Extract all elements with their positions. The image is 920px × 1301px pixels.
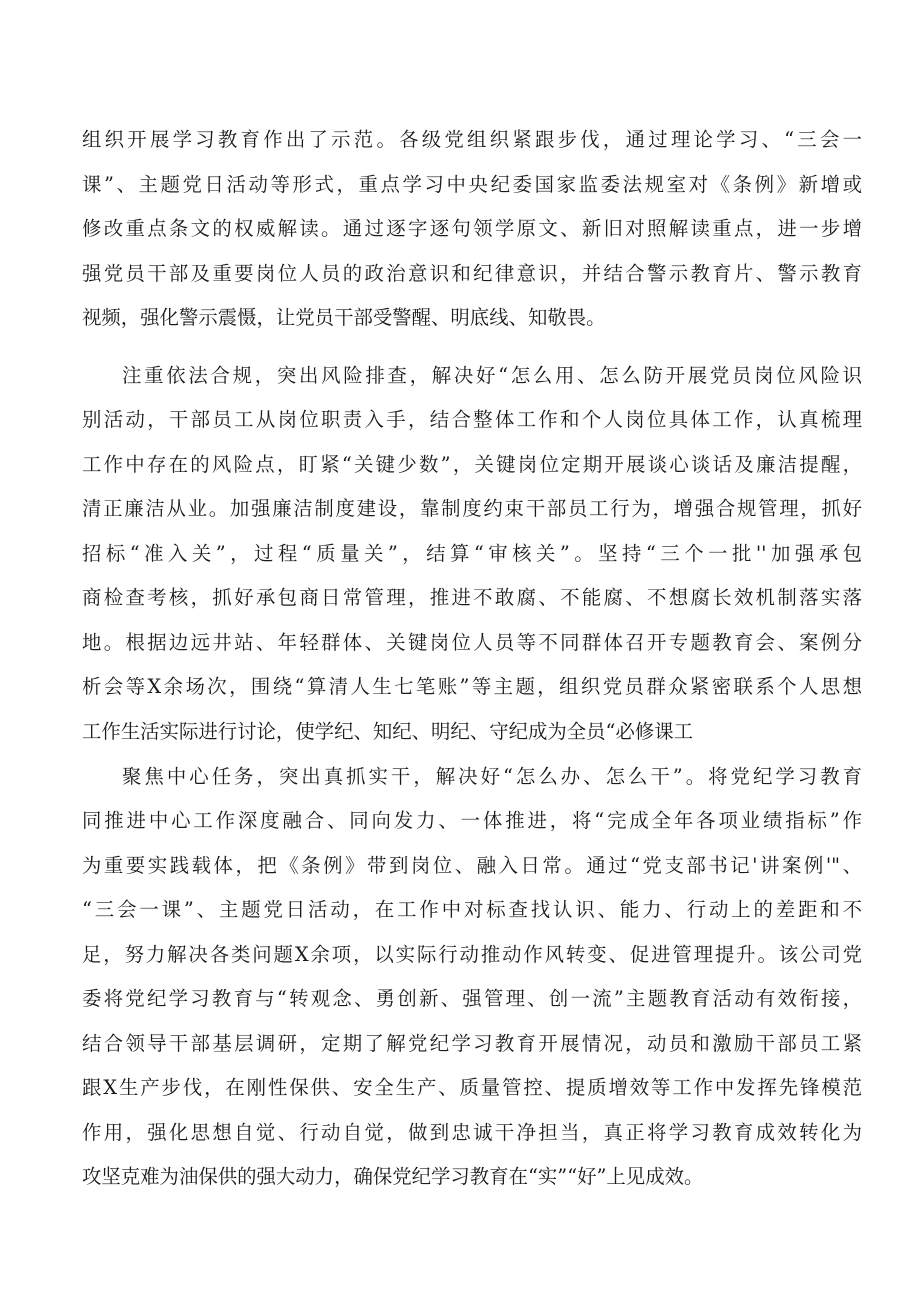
text-line: 析会等X余场次，围绕“算清人生七笔账”等主题，组织党员群众紧密联系个人思想: [82, 675, 862, 698]
text-line: 商检查考核，抓好承包商日常管理，推进不敢腐、不能腐、不想腐长效机制落实落: [82, 586, 862, 609]
text-line: 跟X生产步伐，在刚性保供、安全生产、质量管控、提质增效等工作中发挥先锋模范: [82, 1076, 862, 1099]
text-line: 组织开展学习教育作出了示范。各级党组织紧跟步伐，通过理论学习、“三会一: [82, 128, 862, 151]
text-line: 清正廉洁从业。加强廉洁制度建设，靠制度约束干部员工行为，增强合规管理，抓好: [82, 497, 862, 520]
text-line: 招标“准入关”，过程“质量关”，结算“审核关”。坚持“三个一批''加强承包: [82, 542, 862, 565]
text-line: 足，努力解决各类问题X余项，以实际行动推动作风转变、促进管理提升。该公司党: [82, 943, 862, 966]
text-line: 为重要实践载体，把《条例》带到岗位、融入日常。通过“党支部书记'讲案例'"、: [82, 854, 862, 877]
text-line: “三会一课”、主题党日活动，在工作中对标查找认识、能力、行动上的差距和不: [82, 898, 862, 921]
text-line: 别活动，干部员工从岗位职责入手，结合整体工作和个人岗位具体工作，认真梳理: [82, 408, 862, 431]
text-line: 结合领导干部基层调研，定期了解党纪学习教育开展情况，动员和激励干部员工紧: [82, 1032, 862, 1055]
text-line: 作用，强化思想自觉、行动自觉，做到忠诚干净担当，真正将学习教育成效转化为: [82, 1121, 862, 1144]
text-line: 攻坚克难为油保供的强大动力，确保党纪学习教育在“实”“好”上见成效。: [82, 1165, 704, 1188]
text-line: 工作生活实际进行讨论，使学纪、知纪、明纪、守纪成为全员“必修课工: [82, 720, 694, 743]
text-line: 同推进中心工作深度融合、同向发力、一体推进，将“完成全年各项业绩指标”作: [82, 809, 862, 832]
text-line: 修改重点条文的权威解读。通过逐字逐句领学原文、新旧对照解读重点，进一步增: [82, 217, 862, 240]
text-line: 工作中存在的风险点，盯紧“关键少数”，关键岗位定期开展谈心谈话及廉洁提醒，: [82, 453, 862, 476]
text-line: 地。根据边远井站、年轻群体、关键岗位人员等不同群体召开专题教育会、案例分: [82, 631, 862, 654]
text-line: 视频，强化警示震慑，让党员干部受警醒、明底线、知敬畏。: [82, 306, 606, 329]
text-line: 委将党纪学习教育与“转观念、勇创新、强管理、创一流”主题教育活动有效衔接，: [82, 987, 862, 1010]
text-line: 强党员干部及重要岗位人员的政治意识和纪律意识，并结合警示教育片、警示教育: [82, 262, 862, 285]
text-line: 聚焦中心任务，突出真抓实干，解决好“怎么办、怎么干”。将党纪学习教育: [122, 765, 862, 788]
text-line: 课”、主题党日活动等形式，重点学习中央纪委国家监委法规室对《条例》新增或: [82, 173, 862, 196]
text-line: 注重依法合规，突出风险排查，解决好“怎么用、怎么防开展党员岗位风险识: [122, 364, 862, 387]
